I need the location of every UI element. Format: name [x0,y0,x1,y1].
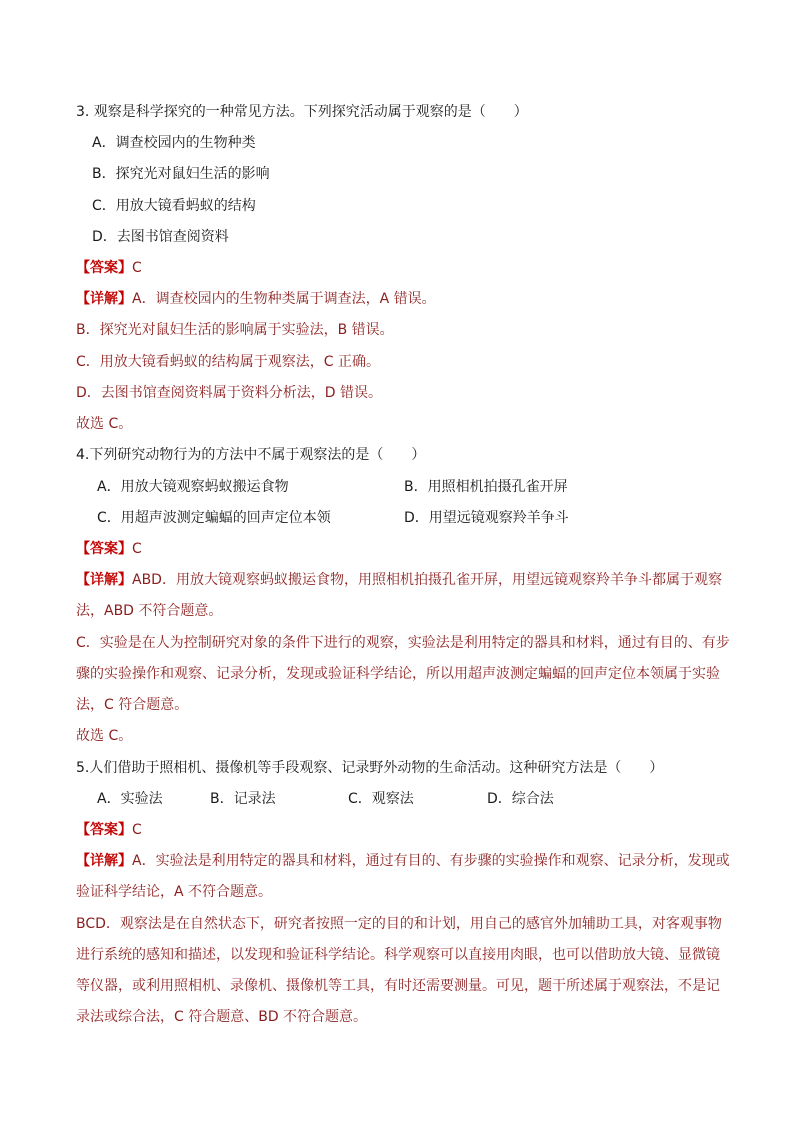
q4-option-b: B．用照相机拍摄孔雀开屏 [404,479,568,495]
detail-tag: 【详解】 [76,853,132,869]
q4-answer [76,539,142,559]
q4-detail-line-2: 法，ABD 不符合题意。 [76,603,223,619]
q3-option-a: A．调查校园内的生物种类 [92,135,256,151]
q5-answer [76,820,142,840]
detail-tag: 【详解】 [76,572,132,588]
q3-detail-line-4: D．去图书馆查阅资料属于资料分析法，D 错误。 [76,385,383,401]
q3-option-d: D．去图书馆查阅资料 [92,229,229,245]
q5-stem: 5.人们借助于照相机、摄像机等手段观察、记录野外动物的生命活动。这种研究方法是（ ） [76,760,664,776]
q4-option-d: D．用望远镜观察羚羊争斗 [404,510,569,526]
q5-option-a: A．实验法 [97,791,163,807]
q5-detail-line-4: 进行系统的感知和描述，以发现和验证科学结论。科学观察可以直接用肉眼，也可以借助放大镜、显微镜 [76,947,720,963]
answer-value: C [132,260,142,276]
answer-value: C [132,541,142,557]
q3-detail-line-1 [76,289,436,309]
detail-text: ABD．用放大镜观察蚂蚁搬运食物，用照相机拍摄孔雀开屏，用望远镜观察羚羊争斗都属于观察 [132,572,722,588]
q5-option-c: C．观察法 [348,791,414,807]
q3-answer [76,258,142,278]
q5-detail-line-3: BCD．观察法是在自然状态下，研究者按照一定的目的和计划，用自己的感官外加辅助工具，对客观事物 [76,916,722,932]
q5-detail-line-1 [76,851,730,871]
q4-detail-line-3: C．实验是在人为控制研究对象的条件下进行的观察，实验法是利用特定的器具和材料，通过有目的、有步 [76,635,730,651]
q4-option-a: A．用放大镜观察蚂蚁搬运食物 [97,479,289,495]
answer-tag: 【答案】 [76,260,132,276]
q5-option-b: B．记录法 [210,791,276,807]
q5-option-d: D．综合法 [487,791,554,807]
q4-option-c: C．用超声波测定蝙蝠的回声定位本领 [97,510,331,526]
detail-tag: 【详解】 [76,291,132,307]
q5-detail-line-2: 验证科学结论，A 不符合题意。 [76,884,273,900]
q5-detail-line-5: 等仪器，或利用照相机、录像机、摄像机等工具，有时还需要测量。可见，题干所述属于观察法，不是记 [76,978,720,994]
answer-tag: 【答案】 [76,822,132,838]
q3-detail-line-3: C．用放大镜看蚂蚁的结构属于观察法，C 正确。 [76,354,380,370]
q4-conclusion: 故选 C。 [76,728,133,744]
q3-option-c: C．用放大镜看蚂蚁的结构 [92,198,256,214]
q3-detail-line-2: B．探究光对鼠妇生活的影响属于实验法，B 错误。 [76,322,394,338]
q4-detail-line-4: 骤的实验操作和观察、记录分析，发现或验证科学结论，所以用超声波测定蝙蝠的回声定位本领属于实验 [76,666,720,682]
q4-stem: 4.下列研究动物行为的方法中不属于观察法的是（ ） [76,447,426,463]
answer-tag: 【答案】 [76,541,132,557]
q3-conclusion: 故选 C。 [76,416,133,432]
q4-detail-line-5: 法，C 符合题意。 [76,697,189,713]
answer-value: C [132,822,142,838]
detail-text: A．实验法是利用特定的器具和材料，通过有目的、有步骤的实验操作和观察、记录分析，发现或 [132,853,730,869]
q3-option-b: B．探究光对鼠妇生活的影响 [92,166,270,182]
q3-stem: 3. 观察是科学探究的一种常见方法。下列探究活动属于观察的是（ ） [76,104,528,120]
q4-detail-line-1 [76,570,722,590]
q5-detail-line-6: 录法或综合法，C 符合题意、BD 不符合题意。 [76,1009,368,1025]
detail-text: A．调查校园内的生物种类属于调查法，A 错误。 [132,291,436,307]
